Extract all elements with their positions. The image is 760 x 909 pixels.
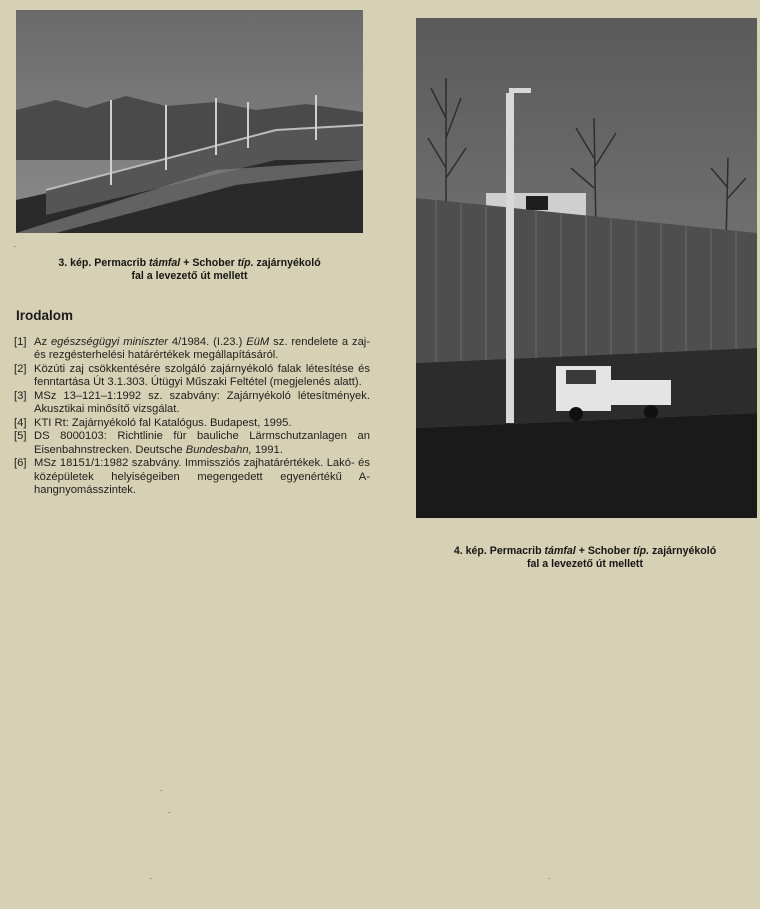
photo-4-noise-barrier-wall xyxy=(416,18,757,518)
photo-3-highway-noise-barrier xyxy=(16,10,363,233)
reference-text: 1991. xyxy=(254,443,283,456)
figure-4-caption-num: 4. kép. xyxy=(453,545,487,557)
reference-text: Közúti zaj csökkentésére szolgáló zajárnyékoló falak létesítése és fenntartása Út 3.1.303. Útügyi Műszaki Feltétel (megjelenés alatt). xyxy=(34,362,370,389)
reference-number: [1] xyxy=(14,336,27,348)
figure-3-caption-num: 3. kép. xyxy=(58,257,92,269)
reference-text: Az xyxy=(34,336,48,348)
reference-item-1 xyxy=(14,336,370,362)
reference-number: [2] xyxy=(14,362,27,375)
figure-4-caption xyxy=(410,545,760,571)
reference-text: KTI Rt: Zajárnyékoló fal Katalógus. Budapest, 1995. xyxy=(34,416,292,429)
scan-speck xyxy=(168,812,170,813)
reference-list xyxy=(14,336,370,497)
figure-3-caption xyxy=(16,257,363,283)
reference-italic: egészségügyi miniszter xyxy=(50,336,169,348)
reference-text: MSz 18151/1:1982 szabvány. Immissziós zajhatárértékek. Lakó- és középületek helyiségeiben megengedett egyenértékű A-hangnyomásszintek. xyxy=(34,457,370,496)
figure-4-caption-line2: fal a levezető út mellett xyxy=(527,558,643,570)
figure-4-caption-part1: Permacrib xyxy=(489,545,542,557)
reference-item-6 xyxy=(14,457,370,497)
scan-speck xyxy=(160,790,162,791)
reference-text: MSz 13–121–1:1992 sz. szabvány: Zajárnyékoló létesítmények. Akusztikai minősítő vizsgálat. xyxy=(34,389,370,416)
figure-3-caption-part2: + Schober xyxy=(183,257,235,269)
figure-4-caption-part2: + Schober xyxy=(578,545,631,557)
reference-text: 4/1984. (I.23.) xyxy=(171,336,243,348)
reference-text: sz. rendelete a zaj- és rezgésterhelési határértékek megállapításáról. xyxy=(34,336,370,362)
reference-item-4 xyxy=(14,417,370,430)
figure-4-caption-part3: zajárnyékoló xyxy=(652,545,717,557)
scan-speck xyxy=(14,246,16,247)
reference-italic: EüM xyxy=(246,336,270,348)
reference-item-3 xyxy=(14,390,370,416)
figure-3-caption-part3: zajárnyékoló xyxy=(256,257,321,269)
reference-number: [6] xyxy=(14,457,27,470)
figure-4-caption-italic2: típ. xyxy=(633,545,650,557)
reference-item-5 xyxy=(14,430,370,456)
figure-4-caption-italic: támfal xyxy=(544,545,576,557)
reference-number: [4] xyxy=(14,416,27,429)
scan-speck xyxy=(150,878,152,879)
reference-number: [3] xyxy=(14,389,27,402)
reference-item-2 xyxy=(14,363,370,389)
figure-3-caption-line2: fal a levezető út mellett xyxy=(131,270,248,282)
reference-text: DS 8000103: Richtlinie für bauliche Lärmschutzanlagen an Eisenbahnstrecken. Deutsche xyxy=(34,430,370,456)
figure-3-caption-italic: támfal xyxy=(149,257,181,269)
figure-3-caption-part1: Permacrib xyxy=(94,257,147,269)
reference-number: [5] xyxy=(14,430,27,443)
figure-3-caption-italic2: típ. xyxy=(237,257,254,269)
references-heading: Irodalom xyxy=(16,308,74,323)
scan-speck xyxy=(548,878,550,879)
reference-italic: Bundesbahn, xyxy=(185,443,252,456)
